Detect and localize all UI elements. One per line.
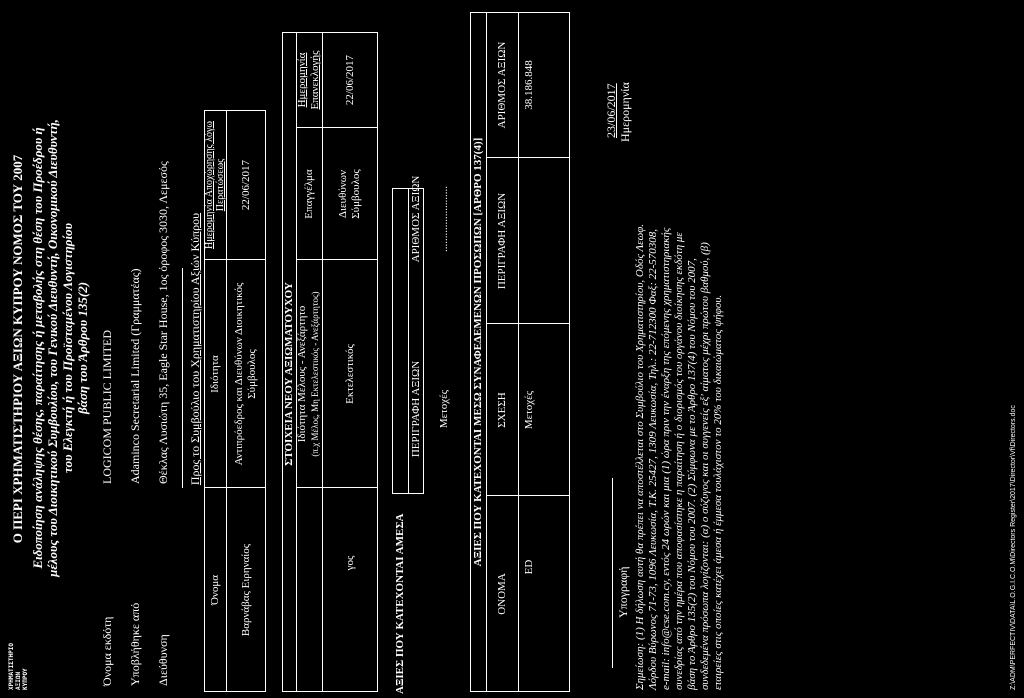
new-official-cell-role: Εκτελεστικός [343, 344, 356, 404]
indirect-col-desc: ΠΕΡΙΓΡΑΦΗ ΑΞΙΩΝ [495, 192, 508, 290]
note-line: συνεδρίας από την ημέρα που αποφασίστηκε η παραίτηση ή ο διορισμός του οργάνου διοίκησης εκδότη με [673, 232, 685, 690]
departure-cell-role: Αντιπρόεδρος και Διευθύνων Διοικητικός Σύμβουλος [233, 282, 258, 466]
to-board-heading: Προς το Συμβούλιο του Χρηματιστηρίου Αξιών Κύπρου [188, 212, 202, 486]
direct-col-count: ΑΡΙΘΜΟΣ ΑΞΙΩΝ [409, 175, 422, 263]
indirect-col-relation: ΣΧΕΣΗ [495, 392, 508, 428]
new-official-role-title: Ιδιότητα Μέλους - Ανεξάρτητο [296, 305, 308, 443]
intro-text [30, 18, 90, 678]
intro-line: βάση του Άρθρου 135(2) [75, 281, 90, 415]
departure-cell-date: 22/06/2017 [239, 159, 252, 211]
signature-date: 23/06/2017 [604, 83, 618, 138]
indirect-cell-relation: Μετοχές [522, 390, 535, 430]
page-title: Ο ΠΕΡΙ ΧΡΗΜΑΤΙΣΤΗΡΙΟΥ ΑΞΙΩΝ ΚΥΠΡΟΥ ΝΟΜΟΣ ΤΟΥ 2007 [10, 154, 25, 544]
indirect-cell-name: ED [522, 559, 535, 575]
direct-col-desc: ΠΕΡΙΓΡΑΦΗ ΑΞΙΩΝ [409, 360, 422, 458]
new-official-header: ΣΤΟΙΧΕΙΑ ΝΕΟΥ ΑΞΙΩΜΑΤΟΥΧΟΥ [282, 282, 295, 466]
indirect-holdings-header: ΑΞΙΕΣ ΠΟΥ ΚΑΤΕΧΟΝΤΑΙ ΜΕΣΩ ΣΥΝΑΦΕΔΕΜΕΝΩΝ ΠΡΟΣΩΠΩΝ [ΑΡΘΡΟ 137(4)] [471, 137, 484, 567]
indirect-col-name: ΟΝΟΜΑ [495, 573, 508, 615]
submitted-by-value: Adaminco Secretarial Limited (Γραμματέας) [128, 268, 142, 484]
departure-cell-name: Βαρνάβας Ειρηναίος [239, 543, 252, 637]
logo-line: ΑΞΙΩΝ [15, 671, 22, 690]
logo-line: ΧΡΗΜΑΤΙΣΤΗΡΙΟ [8, 643, 15, 690]
address-label: Διεύθυνση [156, 634, 170, 686]
logo-line: ΚΥΠΡΟΥ [22, 668, 29, 690]
issuer-name-value: LOGICOM PUBLIC LIMITED [100, 330, 114, 484]
footer-file-path: Z:\ADM\PERFECTIV\DATA\L.O.G.I.C.O.M\Directors Register\2017\Director\Vf\Directors.doc [1010, 405, 1017, 690]
direct-cell-count: ........................ [437, 186, 450, 252]
note-line: Σημείωση: (1) Η δήλωση αυτή θα πρέπει να αποστέλλεται στο Συμβούλιο του Χρηματιστηρίου, Οδός Λεωφ. [634, 223, 646, 690]
new-official-col-role [296, 260, 322, 488]
departure-header-name: Όνομα [208, 574, 221, 606]
issuer-name-label: Όνομα εκδότη [100, 616, 114, 686]
signature-label: Υπογραφή [616, 566, 630, 618]
departure-header-date: Ημερομηνία Αποχώρησης λόγω Περατώσεως [204, 121, 226, 249]
note-line: εταιρείες στις οποίες κατέχει άμεσα ή έμμεσα τουλάχιστον το 20% του δικαιώματος ψήφου. [712, 294, 724, 690]
new-official-cell-occupation: Διευθύνων Σύμβουλος [337, 169, 362, 219]
intro-line: του Ελεγκτή ή του Προϊσταμένου Λογιστηρίου [60, 223, 75, 473]
new-official-cell-date: 22/06/2017 [343, 54, 356, 106]
direct-cell-desc: Μετοχές [437, 389, 450, 429]
indirect-col-count: ΑΡΙΘΜΟΣ ΑΞΙΩΝ [495, 41, 508, 129]
departure-header-role: Ιδιότητα [208, 355, 221, 393]
note-line: Λόρδου Βύρωνος 71-73, 1096 Λευκωσία, Τ.Κ. 25427, 1309 Λευκωσία, Τηλ.: 22-712300 Φαξ: 22-570308, [647, 228, 659, 690]
intro-line: Ειδοποίηση ανάληψης θέσης, παραίτησης ή μεταβολής στη θέση του Προέδρου ή [30, 127, 45, 569]
notes-block [634, 224, 725, 690]
indirect-cell-count: 38.186.848 [522, 60, 535, 110]
address-value: Θέκλας Λυσιώτη 35, Eagle Star House, 1ος όροφος 3030, Λεμεσός [156, 161, 170, 484]
intro-line: μέλους του Διοικητικού Συμβουλίου, του Γενικού Διευθυντή, Οικονομικού Διευθυντή, [45, 119, 60, 577]
signature-line [612, 478, 613, 668]
note-line: συνδεδεμένα πρόσωπα λογίζονται: (α) ο σύζυγος και οι συγγενείς εξ' αίματος μέχρι πρώτου βαθμού, (β) [699, 242, 711, 690]
note-line: βάση το Άρθρο 135(2) του Νόμου του 2007. (2) Σύμφωνα με το Άρθρο 137(4) του Νόμου του 2007, [686, 258, 698, 690]
note-line: e-mail: info@cse.com.cy, εντός 24 ωρών και μια (1) ώρα πριν την έναρξη της επόμενης χρηματιστηριακής [660, 227, 672, 690]
new-official-col-date: Ημερομηνία Επανεκλογής [296, 50, 321, 110]
direct-holdings-header: ΑΞΙΕΣ ΠΟΥ ΚΑΤΕΧΟΝΤΑΙ ΑΜΕΣΑ [393, 513, 406, 694]
submitted-by-label: Υποβλήθηκε από [128, 602, 142, 686]
new-official-role-hint: (π.χ Μέλος, Μη Εκτελεστικός - Ανεξάρτητος) [310, 291, 320, 457]
indirect-cell-desc [518, 158, 540, 324]
new-official-col-occupation: Επαγγέλμα [302, 169, 315, 219]
separator-line [182, 268, 183, 488]
new-official-cell-name: γος [343, 555, 356, 571]
signature-date-label: Ημερομηνία [618, 82, 632, 142]
